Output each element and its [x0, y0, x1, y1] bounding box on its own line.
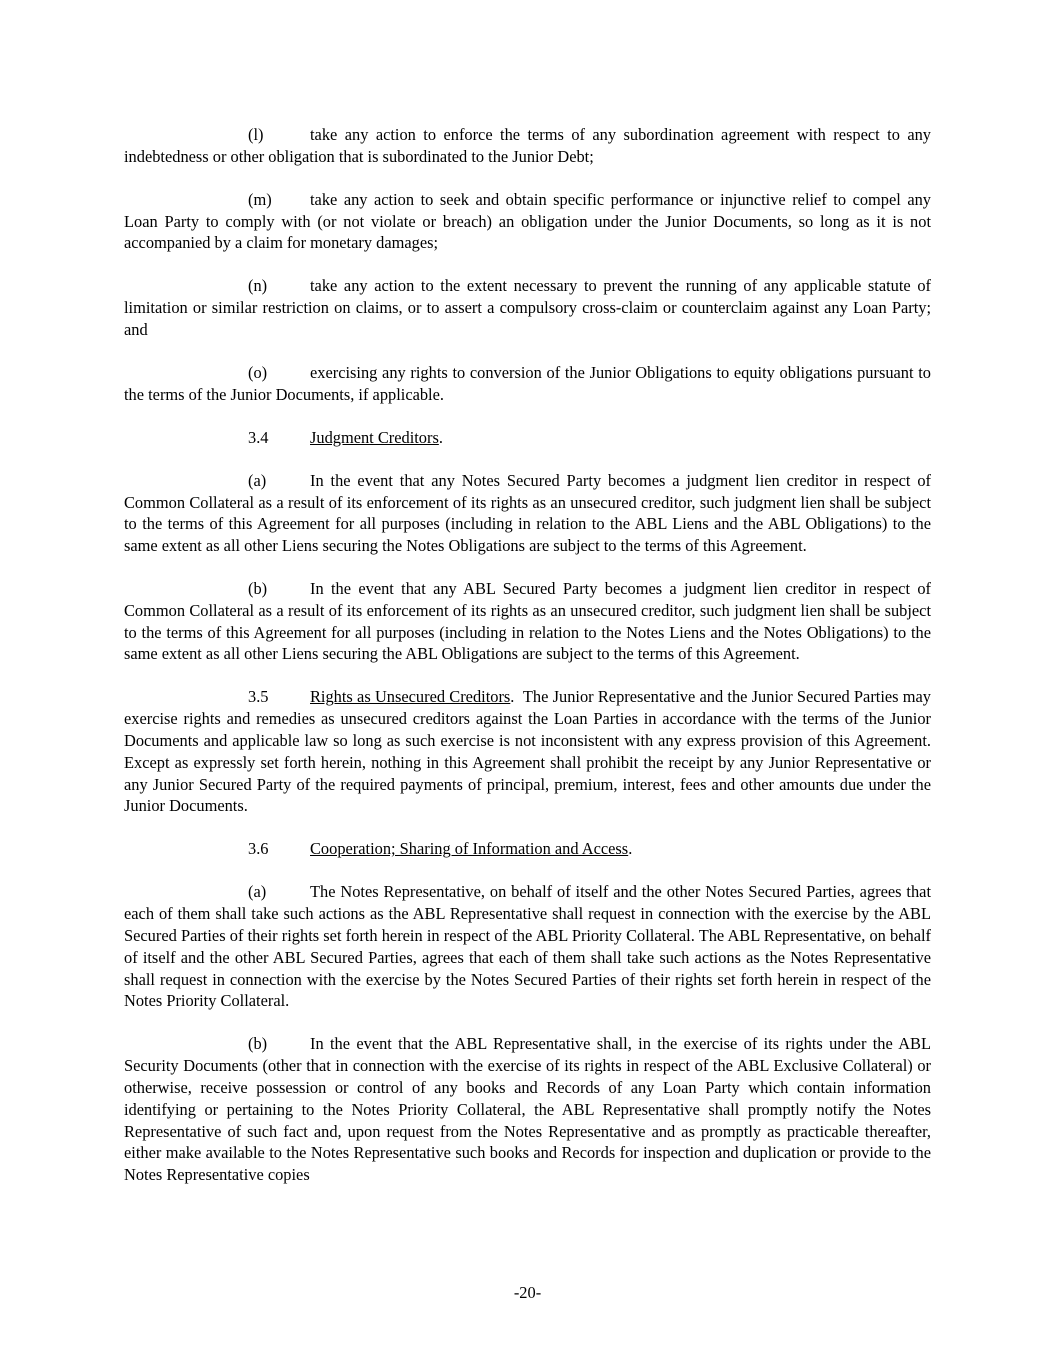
section-title: Cooperation; Sharing of Information and Access — [310, 839, 629, 859]
clause-label: (b) — [248, 1034, 268, 1054]
clause-text: take any action to the extent necessary to prevent the running of any applicable statute of limitation or similar restriction on claims, or to assert a compulsory cross-claim or counterclaim against any Loan Party; and — [124, 276, 931, 339]
clause-label: (a) — [248, 470, 267, 490]
section-title-end: . — [438, 427, 443, 447]
clause-text: The Notes Representative, on behalf of itself and the other Notes Secured Parties, agrees that each of them shall take such actions as the ABL Representative shall request in connection with the exercise by the ABL Secured Parties of their rights set forth herein in respect of the ABL Priority Collateral. The ABL Representative, on behalf of itself and the other ABL Secured Parties, agrees that each of them shall take such actions as the Notes Representative shall request in connection with the exercise by the Notes Secured Parties of their rights set forth herein in respect of the Notes Priority Collateral. — [124, 882, 931, 1011]
section-3-6-heading — [124, 838, 931, 860]
section-title: Rights as Unsecured Creditors — [310, 687, 511, 707]
clause-text: In the event that the ABL Representative shall, in the exercise of its rights under the ABL Security Documents (other that in connection with the exercise of its rights in respect of the ABL Exclusive Collateral) or otherwise, receive possession or control of any books and Records of any Loan Party which contain information identifying or pertaining to the Notes Priority Collateral, the ABL Representative shall promptly notify the Notes Representative of such fact and, upon request from the Notes Representative and as promptly as practicable thereafter, either make available to the Notes Representative such books and Records for inspection and duplication or provide to the Notes Representative copies — [124, 1034, 931, 1185]
section-title-end: . — [510, 687, 515, 707]
clause-l — [124, 124, 931, 168]
page-number: -20- — [513, 1283, 542, 1302]
clause-label: (l) — [248, 125, 264, 144]
clause-text: exercising any rights to conversion of the Junior Obligations to equity obligations pursuant to the terms of the Junior Documents, if applicable. — [124, 362, 931, 404]
clause-text: In the event that any ABL Secured Party becomes a judgment lien creditor in respect of Common Collateral as a result of its enforcement of its rights as an unsecured creditor, such judgment lien shall be subject to the terms of this Agreement for all purposes (including in relation to the Notes Liens and the Notes Obligations) to the same extent as all other Liens securing the ABL Obligations are subject to the terms of this Agreement. — [124, 579, 931, 664]
section-3-6-clause-b — [124, 1033, 931, 1186]
clause-label: (m) — [248, 189, 272, 209]
clause-text: take any action to enforce the terms of any subordination agreement with respect to any indebtedness or other obligation that is subordinated to the Junior Debt; — [124, 125, 931, 166]
section-3-4-heading — [124, 427, 931, 449]
section-3-5 — [124, 686, 931, 817]
clause-label: (b) — [248, 579, 268, 599]
section-3-4-clause-a — [124, 470, 931, 557]
section-number: 3.4 — [248, 427, 269, 447]
clause-m — [124, 189, 931, 254]
clause-n — [124, 275, 931, 340]
clause-label: (a) — [248, 882, 267, 902]
section-3-4-clause-b — [124, 578, 931, 665]
section-3-6-clause-a — [124, 881, 931, 1012]
section-number: 3.6 — [248, 839, 269, 859]
section-title: Judgment Creditors — [310, 427, 439, 447]
clause-o — [124, 362, 931, 406]
section-title-end: . — [628, 839, 633, 859]
section-number: 3.5 — [248, 687, 269, 707]
clause-text: In the event that any Notes Secured Party becomes a judgment lien creditor in respect of Common Collateral as a result of its enforcement of its rights as an unsecured creditor, such judgment lien shall be subject to the terms of this Agreement for all purposes (including in relation to the ABL Liens and the ABL Obligations) to the same extent as all other Liens securing the Notes Obligations are subject to the terms of this Agreement. — [124, 470, 931, 556]
clause-text: take any action to seek and obtain specific performance or injunctive relief to compel any Loan Party to comply with (or not violate or breach) an obligation under the Junior Documents, so long as it is not accompanied by a claim for monetary damages; — [124, 189, 931, 253]
clause-label: (n) — [248, 276, 268, 296]
clause-label: (o) — [248, 362, 268, 382]
document-page — [124, 124, 931, 1207]
section-text: The Junior Representative and the Junior Secured Parties may exercise rights and remedies as unsecured creditors against the Loan Parties in accordance with the terms of the Junior Documents and applicable law so long as such exercise is not inconsistent with any express provision of this Agreement. Except as expressly set forth herein, nothing in this Agreement shall prohibit the receipt by any Junior Representative or any Junior Secured Party of the required payments of principal, premium, interest, fees and other amounts due under the Junior Documents. — [124, 687, 932, 816]
